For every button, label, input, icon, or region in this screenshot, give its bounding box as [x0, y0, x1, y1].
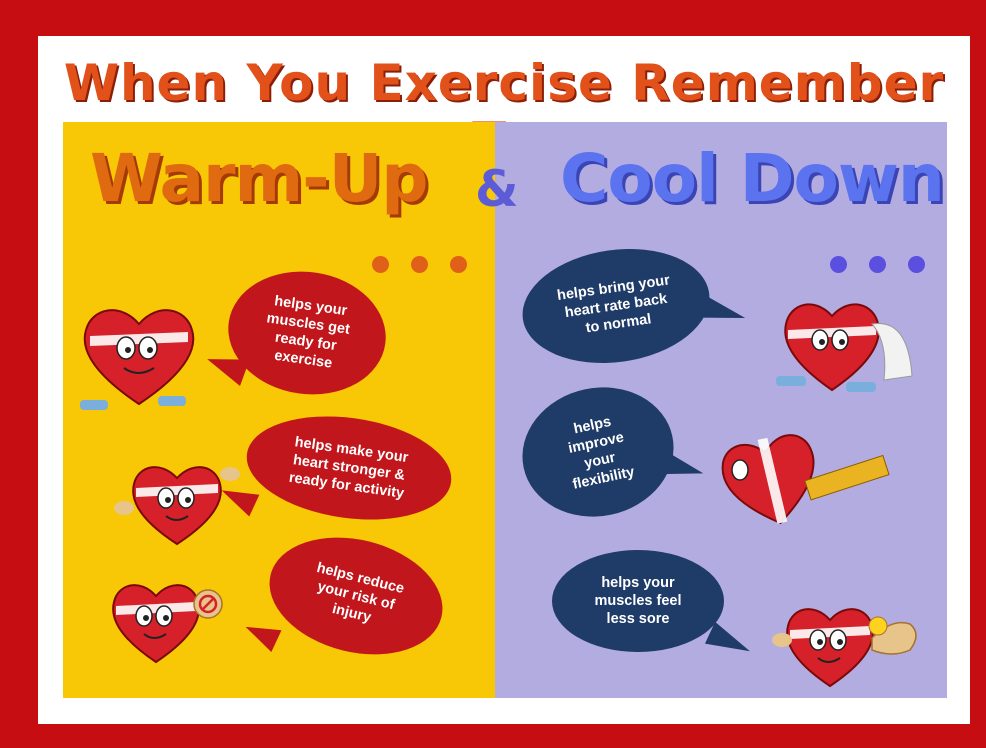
- flexing-heart-icon: [112, 452, 242, 552]
- warm-up-heading: Warm-Up: [90, 140, 428, 217]
- cool-down-bubble-text: helps improve your flexibility: [566, 413, 637, 493]
- warm-up-bubble-text: helps your muscles get ready for exercise: [265, 293, 351, 372]
- warm-up-bubble-text: helps reduce your risk of injury: [315, 559, 406, 627]
- warm-up-bubble-text: helps make your heart stronger & ready for activity: [287, 434, 410, 502]
- cool-down-bubble-text: helps bring your heart rate back to normal: [556, 272, 671, 337]
- cool-down-bubble-text: helps your muscles feel less sore: [594, 575, 682, 627]
- cool-down-heading: Cool Down: [560, 140, 944, 217]
- running-heart-icon: [74, 296, 204, 416]
- ampersand: &: [475, 160, 519, 218]
- poster-title: When You Exercise Remember: [63, 54, 945, 112]
- warm-up-dots: [372, 256, 467, 273]
- cool-down-bubble-sore: [552, 550, 724, 652]
- cool-down-dots: [830, 256, 925, 273]
- stretching-heart-icon: [716, 424, 892, 534]
- muscle-heart-icon: [760, 590, 930, 690]
- strong-heart-icon: [96, 570, 236, 670]
- resting-heart-icon: [772, 284, 932, 404]
